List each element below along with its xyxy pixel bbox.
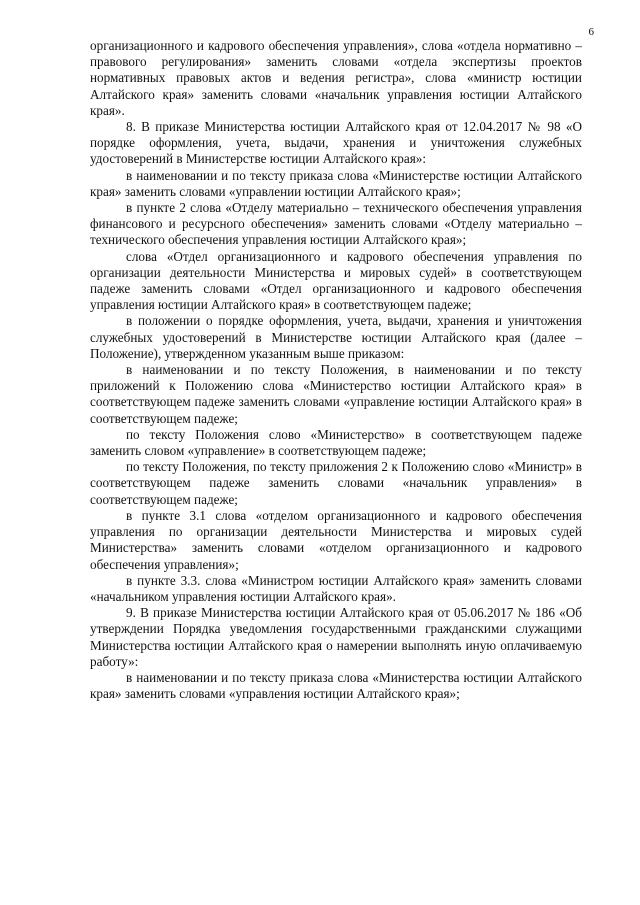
paragraph: в наименовании и по тексту приказа слова «Министерстве юстиции Алтайского края» заменить словами «управлении юстиции Алтайского края»; [90,167,582,199]
paragraph: в наименовании и по тексту Положения, в наименовании и по тексту приложений к Положению слова «Министерство юстиции Алтайского края» в соответствующем падеже заменить словами «управление юстиции Алтайского края» в соответствующем падеже; [90,362,582,426]
paragraph-item-8: 8. В приказе Министерства юстиции Алтайского края от 12.04.2017 № 98 «О порядке оформления, учета, выдачи, хранения и уничтожения служебных удостоверений в Министерстве юстиции Алтайского края»: [90,119,582,167]
paragraph: в пункте 3.3. слова «Министром юстиции Алтайского края» заменить словами «начальником управления юстиции Алтайского края». [90,572,582,604]
document-body [90,38,582,702]
paragraph: по тексту Положения, по тексту приложения 2 к Положению слово «Министр» в соответствующем падеже заменить словами «начальник управления» в соответствующем падеже; [90,459,582,507]
paragraph: в пункте 2 слова «Отделу материально – технического обеспечения управления финансового и ресурсного обеспечения» заменить словами «Отделу материально – технического обеспечения управления юстиции Алтайского края»; [90,200,582,248]
paragraph-item-9: 9. В приказе Министерства юстиции Алтайского края от 05.06.2017 № 186 «Об утверждении Порядка уведомления государственными гражданскими служащими Министерства юстиции Алтайского края о намерении выполнять иную оплачиваемую работу»: [90,605,582,669]
page-number: 6 [588,26,594,38]
paragraph: слова «Отдел организационного и кадрового обеспечения управления по организации деятельности Министерства и мировых судей» в соответствующем падеже заменить словами «Отдел организационного и кадрового обеспечения управления юстиции Алтайского края» в соответствующем падеже; [90,248,582,313]
paragraph: в пункте 3.1 слова «отделом организационного и кадрового обеспечения управления по организации деятельности Министерства и мировых судей Министерства» заменить словами «отделом организационного и кадрового обеспечения управления»; [90,507,582,572]
paragraph: в наименовании и по тексту приказа слова «Министерства юстиции Алтайского края» заменить словами «управления юстиции Алтайского края»; [90,669,582,702]
paragraph: по тексту Положения слово «Министерство» в соответствующем падеже заменить словом «управление» в соответствующем падеже; [90,426,582,459]
paragraph: в положении о порядке оформления, учета, выдачи, хранения и уничтожения служебных удостоверений в Министерстве юстиции Алтайского края (далее – Положение), утвержденном указанным выше приказом: [90,313,582,361]
paragraph-continuation: организационного и кадрового обеспечения управления», слова «отдела нормативно – правового регулирования» заменить словами «отдела экспертизы проектов нормативных правовых актов и ведения регистра», слова «министр юстиции Алтайского края» заменить словами «начальник управления юстиции Алтайского края». [90,38,582,118]
